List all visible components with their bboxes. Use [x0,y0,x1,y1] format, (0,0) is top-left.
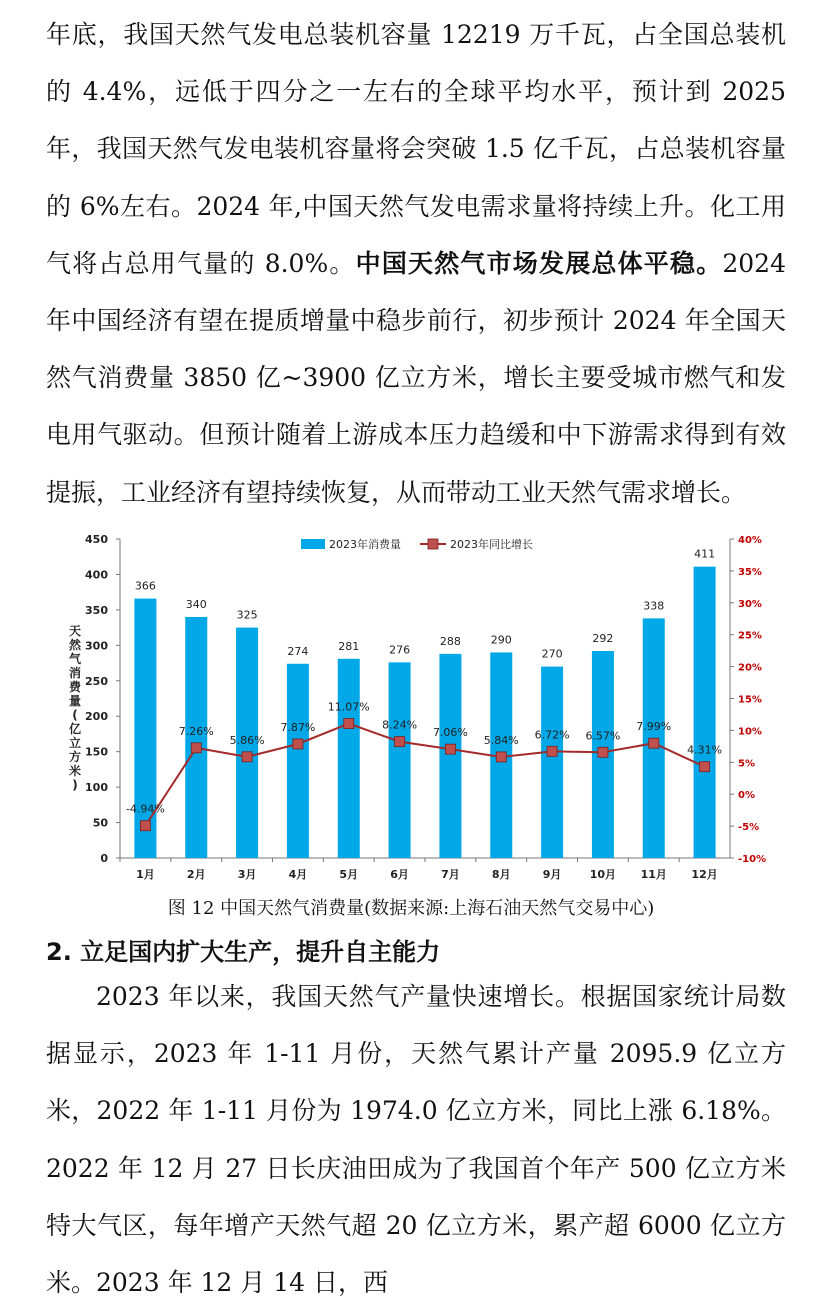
legend-line-marker [428,539,438,549]
bold-key-sentence: 中国天然气市场发展总体平稳。 [355,248,723,278]
paragraph-text: 2024 年中国经济有望在提质增量中稳步前行，初步预计 2024 年全国天然气消费量 3850 亿~3900 亿立方米，增长主要受城市燃气和发电用气驱动。但预计随着上游成本压力趋缓和中下游需求得到有效提振，工业经济有望持续恢复，从而带动工业天然气需求增长。 [46,248,786,507]
right-tick-label: 15% [738,694,762,706]
x-tick-label: 8月 [491,868,511,881]
bar-value-label: 270 [541,647,563,661]
growth-value-label: 5.86% [229,733,265,747]
growth-marker-5月 [344,719,354,729]
bar-7月 [439,654,461,858]
x-tick-label: 2月 [186,868,206,881]
growth-marker-9月 [547,746,557,756]
right-tick-label: 25% [738,630,762,642]
growth-value-label: 5.84% [483,733,519,747]
growth-value-label: 8.24% [382,718,418,732]
right-tick-label: -5% [738,822,760,834]
bar-value-label: 340 [185,597,207,611]
x-tick-label: 5月 [339,868,359,881]
growth-marker-10月 [598,747,608,757]
growth-value-label: 7.99% [636,720,672,734]
x-tick-label: 1月 [136,868,155,881]
right-tick-label: 40% [738,535,762,546]
growth-marker-8月 [496,752,506,762]
paragraph-production [46,968,786,1311]
growth-value-label: 6.57% [585,729,621,743]
bar-value-label: 281 [338,639,360,653]
x-tick-label: 11月 [640,868,667,881]
paragraph-text: 年底，我国天然气发电总装机容量 12219 万千瓦，占全国总装机的 4.4%，远低于四分之一左右的全球平均水平，预计到 2025 年，我国天然气发电装机容量将会突破 1.5 亿千瓦，占总装机容量的 6%左右。2024 年,中国天然气发电需求量将持续上升。化工用气将占总用气量的 8.0%。 [46,20,786,278]
left-tick-label: 400 [85,568,108,582]
bar-6月 [389,662,411,858]
bar-12月 [694,567,716,858]
x-tick-label: 6月 [390,868,409,881]
left-tick-label: 100 [85,781,108,795]
paragraph-text: 2023 年以来，我国天然气产量快速增长。根据国家统计局数据显示，2023 年 1-11 月份，天然气累计产量 2095.9 亿立方米，2022 年 1-11 月份为 1974.0 亿立方米，同比上涨 6.18%。2022 年 12 月 27 日长庆油田成为了我国首个年产 500 亿立方米特大气区，每年增产天然气超 20 亿立方米，累产超 6000 亿立方米。2023 年 12 月 14 日，西 [46,982,786,1298]
y-axis-title: 天然气消费量(亿立方米) [68,624,82,792]
right-tick-label: 10% [738,726,762,738]
growth-marker-7月 [445,744,455,754]
x-tick-label: 3月 [237,868,257,881]
legend-bar-label: 2023年消费量 [329,538,401,551]
growth-marker-6月 [395,737,405,747]
growth-value-label: 4.31% [687,743,723,757]
growth-value-label: 7.06% [432,726,468,740]
growth-value-label: 7.26% [178,724,214,738]
x-tick-label: 4月 [288,868,308,881]
left-tick-label: 0 [100,852,108,865]
growth-marker-12月 [700,762,710,772]
bar-value-label: 290 [490,633,512,647]
bar-value-label: 411 [694,547,716,561]
x-tick-label: 10月 [589,868,617,881]
legend-bar-swatch [301,539,325,549]
x-tick-label: 12月 [691,868,718,881]
bar-5月 [338,659,360,858]
bar-value-label: 288 [439,634,461,648]
left-tick-label: 450 [85,533,108,546]
bar-value-label: 292 [592,632,614,646]
legend-line-label: 2023年同比增长 [450,538,533,551]
left-tick-label: 350 [85,603,108,617]
consumption-chart [58,523,770,895]
paragraph-consumption-outlook [46,6,786,521]
left-tick-label: 50 [92,816,108,830]
chart-svg [58,523,770,895]
bar-1月 [134,599,156,858]
growth-marker-3月 [242,752,252,762]
growth-value-label: -4.94% [125,802,165,816]
left-tick-label: 300 [85,639,108,653]
bar-value-label: 366 [134,579,156,593]
right-tick-label: -10% [738,854,767,865]
growth-marker-1月 [140,821,150,831]
x-tick-label: 7月 [441,868,460,881]
growth-value-label: 6.72% [534,728,570,742]
bar-value-label: 325 [236,608,258,622]
bar-value-label: 338 [643,599,665,613]
growth-marker-4月 [293,739,303,749]
right-tick-label: 5% [738,758,755,770]
right-tick-label: 20% [738,662,762,674]
bar-value-label: 274 [287,644,309,658]
x-tick-label: 9月 [542,868,562,881]
left-tick-label: 250 [85,674,108,688]
section-heading: 2. 立足国内扩大生产，提升自主能力 [46,938,441,966]
growth-marker-2月 [191,743,201,753]
bar-value-label: 276 [389,643,411,657]
bar-9月 [541,667,563,858]
right-tick-label: 0% [738,790,755,802]
growth-value-label: 11.07% [327,700,370,714]
right-tick-label: 35% [738,566,762,578]
bar-4月 [287,664,309,858]
right-tick-label: 30% [738,598,762,610]
growth-marker-11月 [649,738,659,748]
left-tick-label: 200 [85,710,108,724]
left-tick-label: 150 [85,745,108,759]
growth-value-label: 7.87% [280,720,316,734]
figure-caption: 图 12 中国天然气消费量(数据来源:上海石油天然气交易中心) [167,898,655,919]
